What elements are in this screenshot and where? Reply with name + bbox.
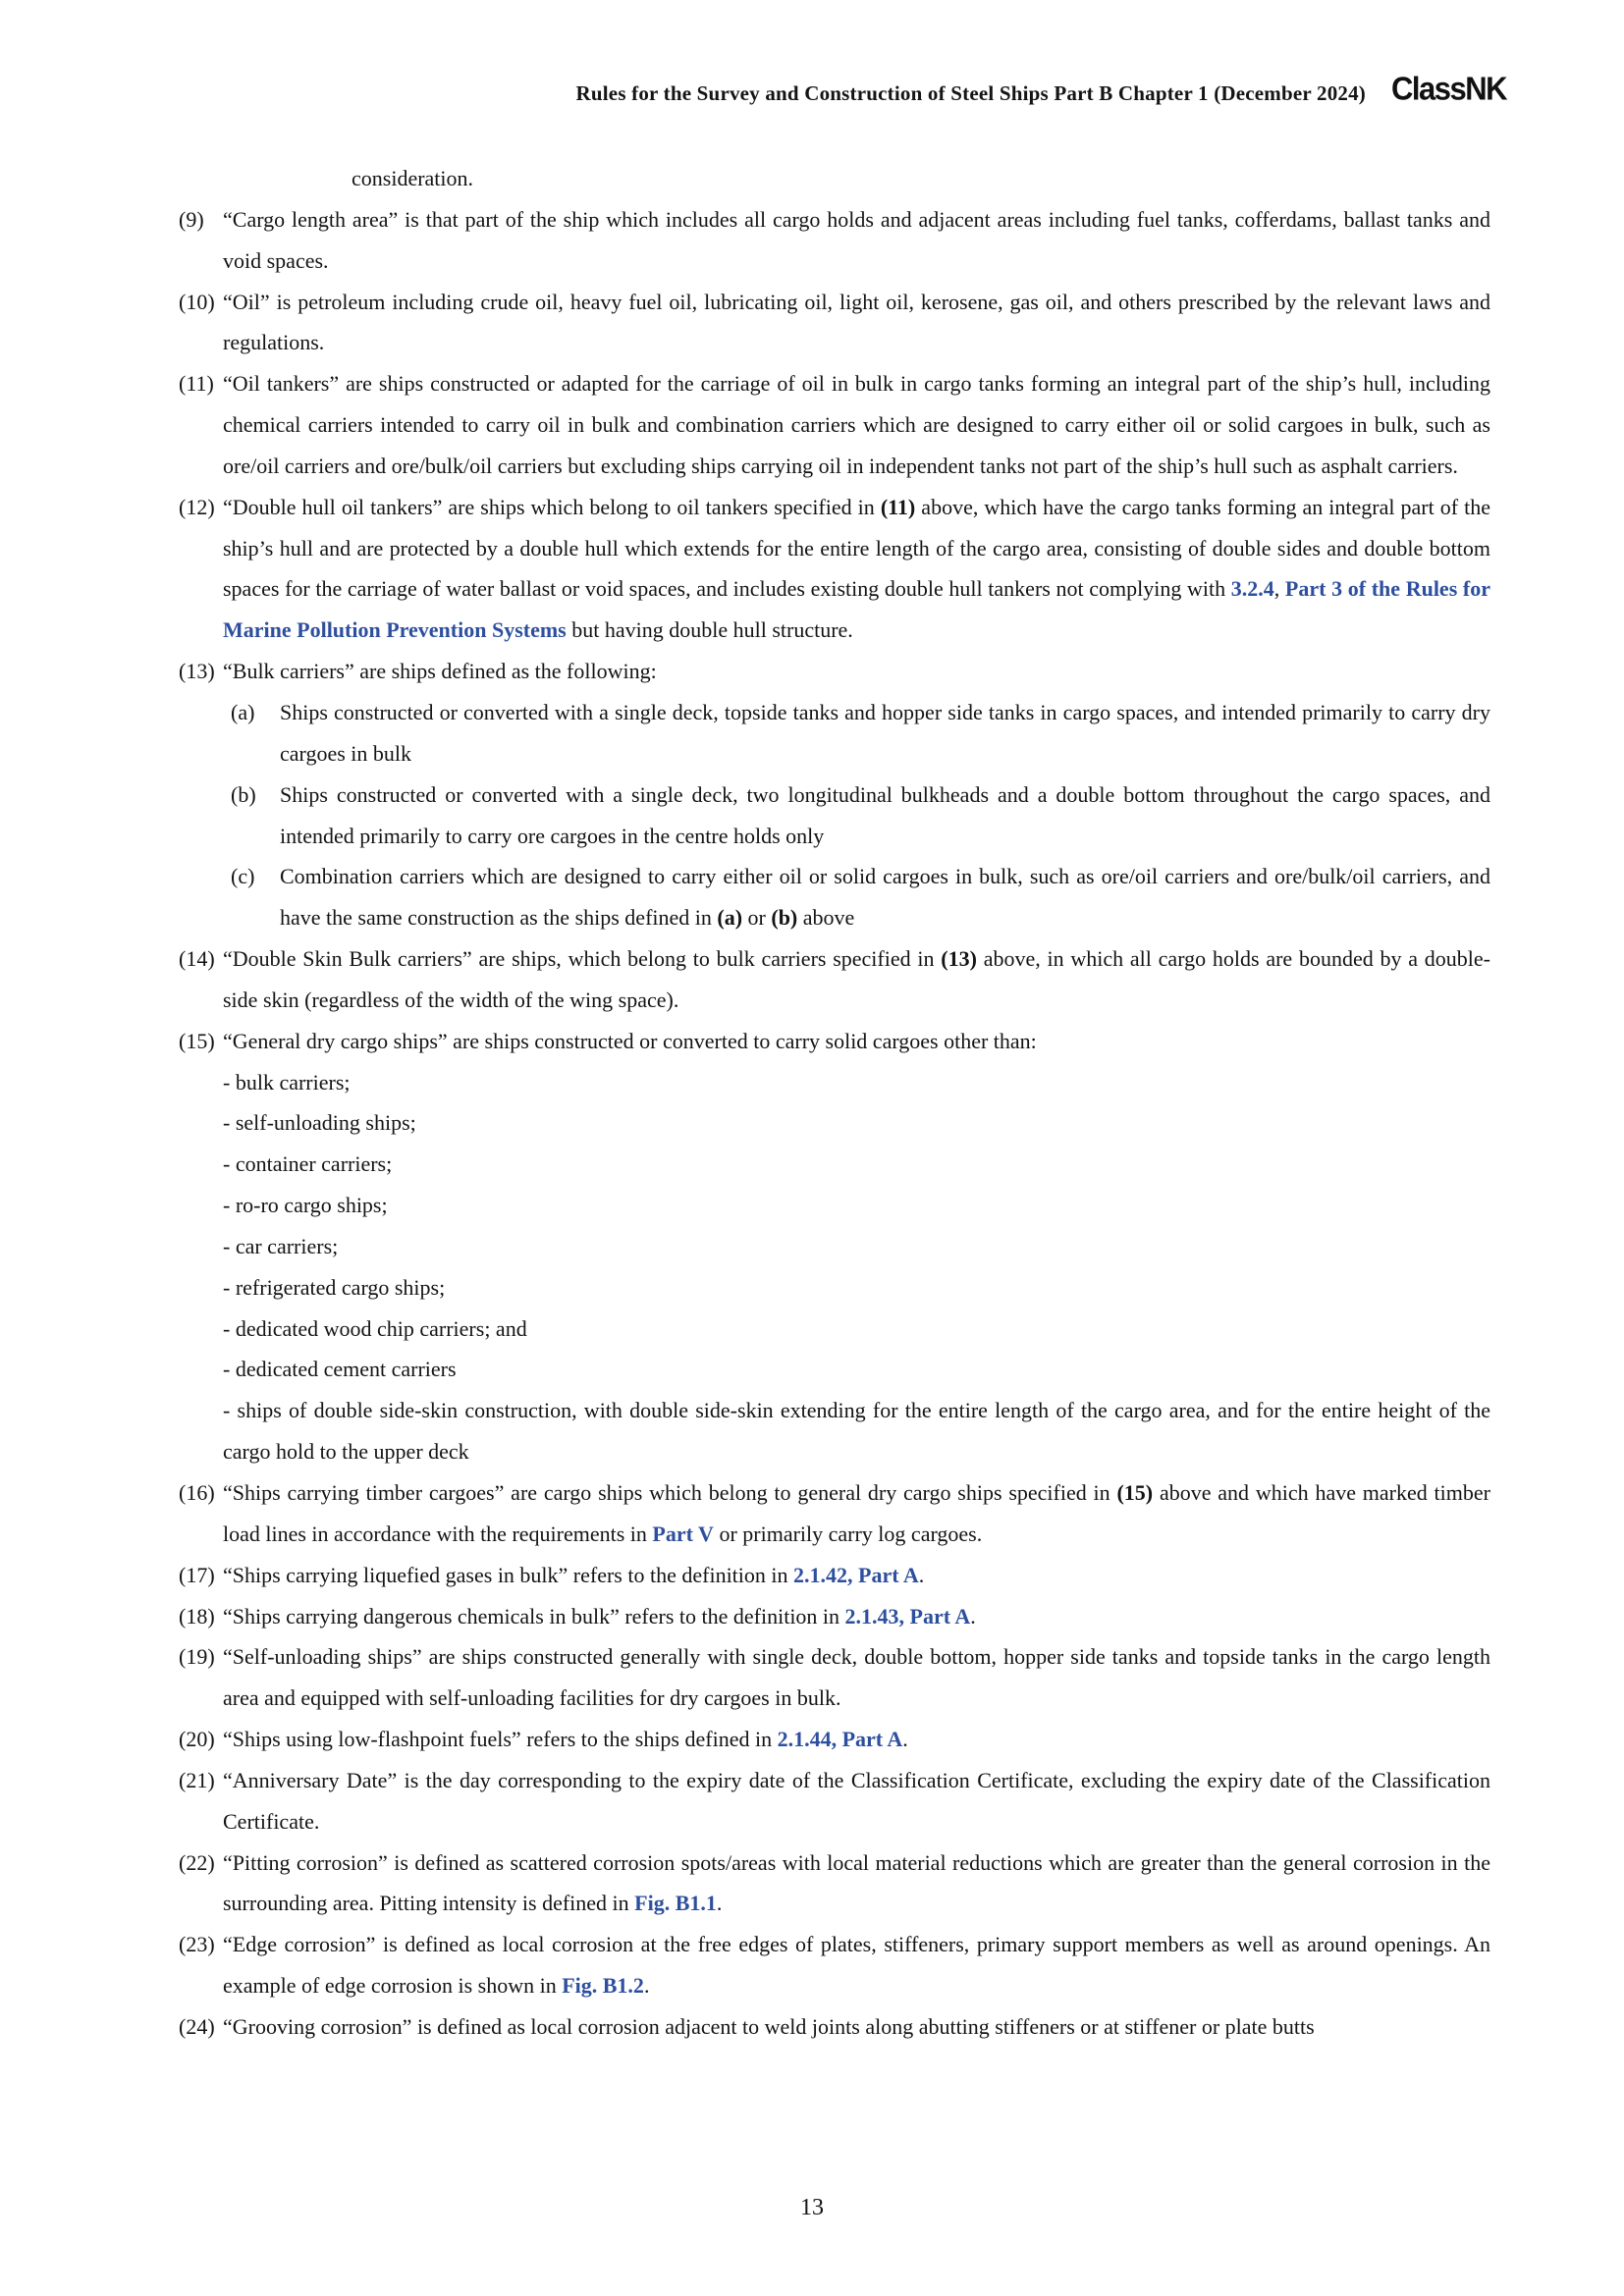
- definition-item: [179, 363, 1490, 487]
- item-number: (16): [179, 1480, 215, 1505]
- page-footer: [0, 2195, 1624, 2221]
- item-number: (24): [179, 2013, 215, 2039]
- text-run: Ships constructed or converted with a single deck, two longitudinal bulkheads and a double bottom throughout the cargo spaces, and intended primarily to carry ore cargoes in the centre holds only: [280, 781, 1490, 848]
- cross-reference-link[interactable]: 2.1.43, Part A: [844, 1603, 971, 1629]
- text-run: “Oil tankers” are ships constructed or adapted for the carriage of oil in bulk in cargo tanks forming an integral part of the ship’s hull, including chemical carriers intended to carry oil in bulk and combination carriers which are designed to carry either oil or solid cargoes in bulk, such as ore/oil carriers and ore/bulk/oil carriers but excluding ships carrying oil in independent tanks not part of the ship’s hull such as asphalt carriers.: [223, 371, 1490, 478]
- sub-item-marker: (b): [231, 781, 256, 807]
- item-number: (14): [179, 946, 215, 972]
- item-number: (10): [179, 289, 215, 314]
- sub-item: [231, 692, 1490, 774]
- definition-item: [179, 199, 1490, 282]
- text-run: ,: [1273, 576, 1285, 602]
- definition-item: [179, 1760, 1490, 1842]
- definition-item: [179, 1021, 1490, 1062]
- text-run: “Ships carrying timber cargoes” are cargo ships which belong to general dry cargo ships specified in: [223, 1480, 1117, 1505]
- definition-item: [179, 1472, 1490, 1555]
- text-run: “Double Skin Bulk carriers” are ships, which belong to bulk carriers specified in: [223, 946, 942, 972]
- cross-reference-link[interactable]: 2.1.42, Part A: [793, 1562, 919, 1587]
- text-run: .: [643, 1973, 650, 1999]
- dash-list-item: - bulk carriers;: [223, 1069, 351, 1095]
- item-number: (19): [179, 1644, 215, 1670]
- cross-reference-link[interactable]: 2.1.44, Part A: [777, 1727, 903, 1752]
- dash-list-item: - ships of double side-skin construction, with double side-skin extending for the entire length of the cargo area, and for the entire height of the cargo hold to the upper deck: [223, 1398, 1490, 1465]
- item-number: (17): [179, 1562, 215, 1587]
- page-header: [575, 70, 1506, 108]
- dash-list-item: - self-unloading ships;: [223, 1110, 416, 1136]
- text-run: or primarily carry log cargoes.: [713, 1521, 983, 1546]
- text-run: “Ships carrying liquefied gases in bulk” refers to the definition in: [223, 1562, 794, 1587]
- definition-item: [179, 487, 1490, 651]
- text-run: “General dry cargo ships” are ships constructed or converted to carry solid cargoes other than:: [223, 1028, 1037, 1053]
- cross-reference-link[interactable]: Fig. B1.2: [562, 1973, 644, 1999]
- item-number: (22): [179, 1849, 215, 1875]
- text-run: (13): [941, 946, 977, 972]
- item-number: (20): [179, 1727, 215, 1752]
- dash-list-item: - refrigerated cargo ships;: [223, 1274, 446, 1300]
- text-run: above and which have marked timber load lines in accordance with the requirements in: [223, 1480, 1490, 1546]
- page-number: 13: [800, 2195, 824, 2220]
- text-run: .: [970, 1603, 976, 1629]
- text-run: “Double hull oil tankers” are ships which belong to oil tankers specified in: [223, 494, 881, 519]
- sub-item-marker: (c): [231, 864, 255, 889]
- text-run: above: [797, 905, 855, 931]
- text-run: “Anniversary Date” is the day corresponding to the expiry date of the Classification Certificate, excluding the expiry date of the Classification Certificate.: [223, 1767, 1490, 1834]
- definition-item: [179, 1555, 1490, 1596]
- text-run: or: [742, 905, 772, 931]
- item-number: (15): [179, 1028, 215, 1053]
- item-number: (23): [179, 1932, 215, 1957]
- dash-list-item: - dedicated cement carriers: [223, 1357, 457, 1382]
- item-number: (18): [179, 1603, 215, 1629]
- cross-reference-link[interactable]: Fig. B1.1: [634, 1891, 717, 1916]
- definition-item: [179, 938, 1490, 1021]
- text-run: but having double hull structure.: [566, 617, 853, 643]
- dash-list-item: - container carriers;: [223, 1151, 393, 1177]
- header-title: Rules for the Survey and Construction of Steel Ships Part B Chapter 1 (December 2024): [575, 81, 1366, 105]
- definition-item: [179, 1842, 1490, 1925]
- sub-item: [231, 856, 1490, 938]
- continuation-line: consideration.: [352, 166, 474, 190]
- text-run: (a): [717, 905, 743, 931]
- definition-item: [179, 1924, 1490, 2006]
- item-number: (13): [179, 659, 215, 684]
- text-run: .: [716, 1891, 723, 1916]
- text-run: “Edge corrosion” is defined as local corrosion at the free edges of plates, stiffeners, primary support members as well as around openings. An example of edge corrosion is shown in: [223, 1932, 1490, 1999]
- definition-item: [179, 282, 1490, 364]
- cross-reference-link[interactable]: Part V: [652, 1521, 714, 1546]
- text-run: “Ships carrying dangerous chemicals in bulk” refers to the definition in: [223, 1603, 845, 1629]
- classnk-logo: ClassNK: [1391, 70, 1506, 107]
- text-run: Combination carriers which are designed to carry either oil or solid cargoes in bulk, such as ore/oil carriers and ore/bulk/oil carriers, and have the same construction as the ships defined in: [280, 864, 1490, 931]
- text-run: (15): [1116, 1480, 1154, 1505]
- sub-item-marker: (a): [231, 699, 255, 724]
- text-run: “Cargo length area” is that part of the ship which includes all cargo holds and adjacent areas including fuel tanks, cofferdams, ballast tanks and void spaces.: [223, 206, 1490, 273]
- item-number: (9): [179, 206, 204, 232]
- cross-reference-link[interactable]: Part 3 of the Rules for Marine Pollution Prevention Systems: [223, 576, 1490, 643]
- dash-list-item: - ro-ro cargo ships;: [223, 1193, 388, 1218]
- text-run: above, which have the cargo tanks forming an integral part of the ship’s hull and are protected by a double hull which extends for the entire length of the cargo area, consisting of double sides and double bottom spaces for the carriage of water ballast or void spaces, and includes existing double hull tankers not complying with: [223, 494, 1490, 602]
- definition-item: [179, 2006, 1490, 2048]
- text-run: (11): [880, 494, 916, 519]
- definition-item: [179, 1636, 1490, 1719]
- sub-item: [231, 774, 1490, 857]
- text-run: “Grooving corrosion” is defined as local corrosion adjacent to weld joints along abutting stiffeners or at stiffener or plate butts: [223, 2013, 1315, 2039]
- document-body: [179, 158, 1490, 2048]
- definition-item: [179, 1719, 1490, 1760]
- item-number: (11): [179, 371, 214, 397]
- text-run: “Self-unloading ships” are ships constructed generally with single deck, double bottom, hopper side tanks and topside tanks in the cargo length area and equipped with self-unloading facilities for dry cargoes in bulk.: [223, 1644, 1490, 1711]
- item-number: (12): [179, 494, 215, 519]
- dash-list-item: - dedicated wood chip carriers; and: [223, 1315, 527, 1341]
- definition-item: [179, 1596, 1490, 1637]
- text-run: “Oil” is petroleum including crude oil, heavy fuel oil, lubricating oil, light oil, kerosene, gas oil, and others prescribed by the relevant laws and regulations.: [223, 289, 1490, 355]
- text-run: .: [918, 1562, 925, 1587]
- text-run: above, in which all cargo holds are bounded by a double-side skin (regardless of the width of the wing space).: [223, 946, 1490, 1012]
- text-run: “Bulk carriers” are ships defined as the following:: [223, 659, 657, 684]
- item-number: (21): [179, 1767, 215, 1792]
- dash-list-item: - car carriers;: [223, 1233, 339, 1258]
- cross-reference-link[interactable]: 3.2.4: [1230, 576, 1274, 602]
- text-run: “Pitting corrosion” is defined as scattered corrosion spots/areas with local material reductions which are greater than the general corrosion in the surrounding area. Pitting intensity is defined in: [223, 1849, 1490, 1916]
- definition-item: [179, 651, 1490, 692]
- text-run: .: [902, 1727, 908, 1752]
- text-run: “Ships using low-flashpoint fuels” refers to the ships defined in: [223, 1727, 778, 1752]
- text-run: Ships constructed or converted with a single deck, topside tanks and hopper side tanks in cargo spaces, and intended primarily to carry dry cargoes in bulk: [280, 699, 1490, 766]
- text-run: (b): [771, 905, 798, 931]
